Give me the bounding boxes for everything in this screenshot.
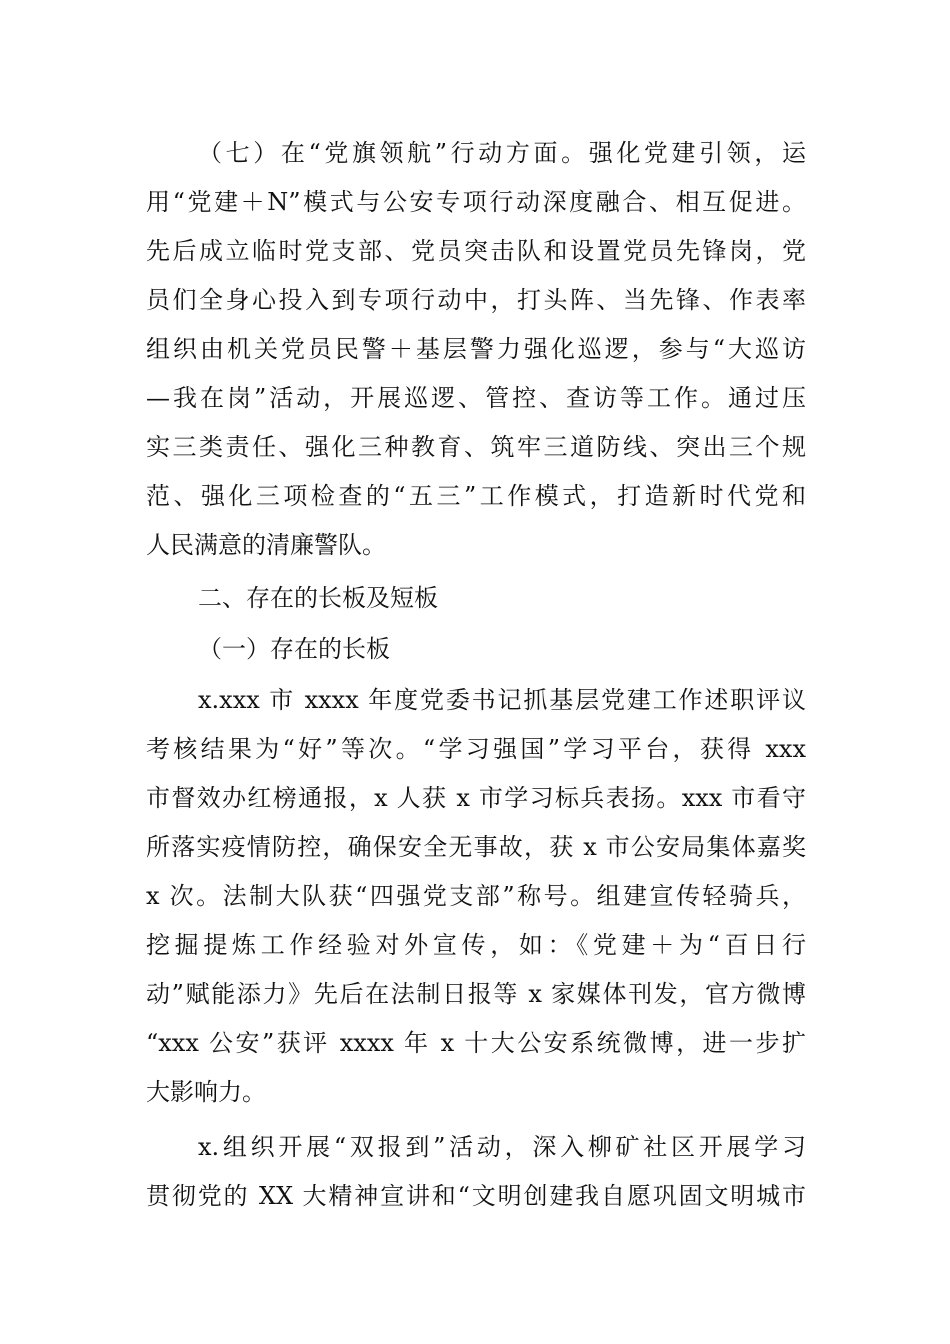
paragraph-7-line-1: （七）在“党旗领航”行动方面。强化党建引领，运 [198, 139, 806, 167]
item-2-line-2: 贯彻党的 XX 大精神宣讲和“文明创建我自愿巩固文明城市 [146, 1182, 806, 1210]
paragraph-7-line-6: —我在岗”活动，开展巡逻、管控、查访等工作。通过压 [146, 384, 806, 412]
item-1-line-7: 动”赋能添力》先后在法制日报等 x 家媒体刊发，官方微博 [146, 980, 806, 1008]
item-1-line-5: x 次。法制大队获“四强党支部”称号。组建宣传轻骑兵， [146, 882, 806, 910]
paragraph-7-line-5: 组织由机关党员民警＋基层警力强化巡逻，参与“大巡访 [146, 335, 806, 363]
item-2-line-1: x.组织开展“双报到”活动，深入柳矿社区开展学习 [198, 1133, 806, 1161]
subsection-heading-2-1: （一）存在的长板 [198, 635, 390, 663]
paragraph-7-line-7: 实三类责任、强化三种教育、筑牢三道防线、突出三个规 [146, 433, 806, 461]
item-1-line-8: “xxx 公安”获评 xxxx 年 x 十大公安系统微博，进一步扩 [146, 1029, 806, 1057]
paragraph-7-line-3: 先后成立临时党支部、党员突击队和设置党员先锋岗，党 [146, 237, 806, 265]
paragraph-7-line-8: 范、强化三项检查的“五三”工作模式，打造新时代党和 [146, 482, 806, 510]
item-1-line-1: x.xxx 市 xxxx 年度党委书记抓基层党建工作述职评议 [198, 686, 806, 714]
item-1-line-6: 挖掘提炼工作经验对外宣传，如：《党建＋为“百日行 [146, 931, 806, 959]
item-1-line-2: 考核结果为“好”等次。“学习强国”学习平台，获得 xxx [146, 735, 806, 763]
paragraph-7-line-4: 员们全身心投入到专项行动中，打头阵、当先锋、作表率 [146, 286, 806, 314]
item-1-line-4: 所落实疫情防控，确保安全无事故，获 x 市公安局集体嘉奖 [146, 833, 806, 861]
item-1-line-9: 大影响力。 [146, 1078, 266, 1106]
section-heading-2: 二、存在的长板及短板 [198, 584, 438, 612]
paragraph-7-line-9: 人民满意的清廉警队。 [146, 531, 386, 559]
item-1-line-3: 市督效办红榜通报，x 人获 x 市学习标兵表扬。xxx 市看守 [146, 784, 806, 812]
paragraph-7-line-2: 用“党建＋N”模式与公安专项行动深度融合、相互促进。 [146, 188, 806, 216]
